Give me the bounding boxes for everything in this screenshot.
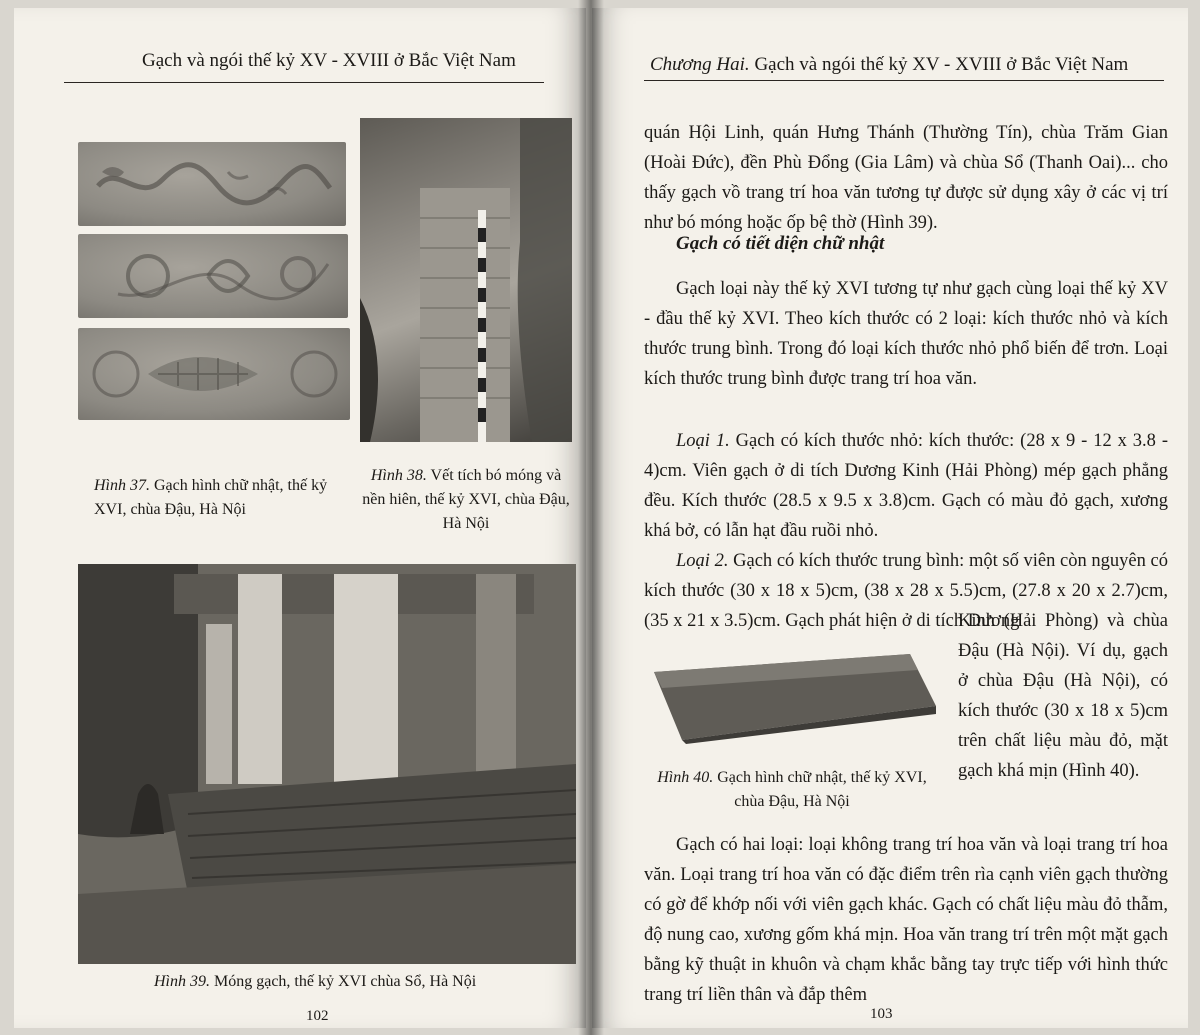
figure-37-text: Gạch hình chữ nhật, thế kỷ XVI, chùa Đậu, Hà Nội bbox=[94, 477, 328, 518]
type-2-label: Loại 2. bbox=[676, 551, 729, 571]
figure-39-caption bbox=[154, 970, 564, 994]
left-page-number: 102 bbox=[306, 1008, 329, 1024]
left-header-rule bbox=[64, 82, 544, 83]
paragraph-4-continued: Kinh (Hải Phòng) và chùa Đậu (Hà Nội). Ví dụ, gạch ở chùa Đậu (Hà Nội), có kích thước (30 x 18 x 5)cm trên chất liệu màu đỏ, mặt gạch khá mịn (Hình 40). bbox=[958, 611, 1168, 781]
decorated-brick-fish-photo bbox=[78, 328, 350, 420]
paragraph-2: Gạch loại này thế kỷ XVI tương tự như gạch cùng loại thế kỷ XV - đầu thế kỷ XVI. Theo kích thước có 2 loại: kích thước nhỏ và kích thước trung bình. Trong đó loại kích thước nhỏ phổ biến để trơn. Loại kích thước trung bình được trang trí hoa văn. bbox=[644, 279, 1168, 389]
book-gutter bbox=[578, 0, 604, 1035]
figure-40-caption bbox=[642, 766, 942, 814]
rectangular-brick-photo bbox=[648, 648, 940, 744]
paragraph-5: Gạch có hai loại: loại không trang trí hoa văn và loại trang trí hoa văn. Loại trang trí hoa văn có đặc điểm trên rìa cạnh viên gạch thường có gờ để khớp nối với viên gạch khác. Gạch có chất liệu màu đỏ thẫm, độ nung cao, xương gốm khá mịn. Hoa văn trang trí trên một mặt gạch bằng kỹ thuật in khuôn và chạm khắc bằng tay trực tiếp với hình thức trang trí liền thân và đắp thêm bbox=[644, 835, 1168, 1005]
decorated-brick-lotus-photo bbox=[78, 234, 348, 318]
decorated-brick-dragon-photo bbox=[78, 142, 346, 226]
paragraph-3 bbox=[644, 426, 1168, 546]
type-1-label: Loại 1. bbox=[676, 431, 730, 451]
right-page bbox=[592, 8, 1188, 1028]
section-subheading: Gạch có tiết diện chữ nhật bbox=[676, 233, 885, 254]
left-page bbox=[14, 8, 586, 1028]
figure-39-label: Hình 39. bbox=[154, 973, 210, 990]
right-header-rule bbox=[644, 80, 1164, 81]
figure-37-caption bbox=[94, 474, 344, 522]
chapter-title: Gạch và ngói thế kỷ XV - XVIII ở Bắc Việt Nam bbox=[754, 54, 1129, 75]
figure-39-text: Móng gạch, thế kỷ XVI chùa Sổ, Hà Nội bbox=[214, 973, 477, 990]
chapter-label: Chương Hai. bbox=[650, 54, 750, 75]
foundation-wall-photo bbox=[360, 118, 572, 442]
right-page-number: 103 bbox=[870, 1006, 893, 1022]
figure-37-label: Hình 37. bbox=[94, 477, 150, 494]
left-running-head: Gạch và ngói thế kỷ XV - XVIII ở Bắc Việt Nam bbox=[142, 50, 516, 71]
figure-38-label: Hình 38. bbox=[370, 467, 427, 484]
type-1-text: Gạch có kích thước nhỏ: kích thước: (28 x 9 - 12 x 3.8 - 4)cm. Viên gạch ở di tích Dương Kinh (Hải Phòng) mép gạch phẳng đều. Kích thước (28.5 x 9.5 x 3.8)cm. Gạch có màu đỏ gạch, xương khá bở, có lẫn hạt đầu ruồi nhỏ. bbox=[644, 431, 1169, 541]
figure-38-caption bbox=[360, 464, 572, 536]
right-running-head bbox=[650, 54, 1128, 76]
temple-foundation-photo bbox=[78, 564, 576, 964]
figure-40-label: Hình 40. bbox=[657, 769, 714, 786]
figure-38-text: Vết tích bó móng và nền hiên, thế kỷ XVI, chùa Đậu, Hà Nội bbox=[362, 467, 570, 532]
figure-40-text: Gạch hình chữ nhật, thế kỷ XVI, chùa Đậu, Hà Nội bbox=[717, 769, 927, 810]
paragraph-1: quán Hội Linh, quán Hưng Thánh (Thường Tín), chùa Trăm Gian (Hoài Đức), đền Phù Đổng (Gia Lâm) và chùa Sổ (Thanh Oai)... cho thấy gạch vồ trang trí hoa văn tương tự được sử dụng xây ở các vị trí như bó móng hoặc ốp bệ thờ (Hình 39). bbox=[644, 123, 1168, 233]
type-2-text: Gạch có kích thước trung bình: một số viên còn nguyên có kích thước (30 x 18 x 5)cm, (38 x 28 x 5.5)cm, (27.8 x 20 x 2.7)cm, (35 x 21 x 3.5)cm. Gạch phát hiện ở di tích Dương bbox=[644, 551, 1168, 631]
